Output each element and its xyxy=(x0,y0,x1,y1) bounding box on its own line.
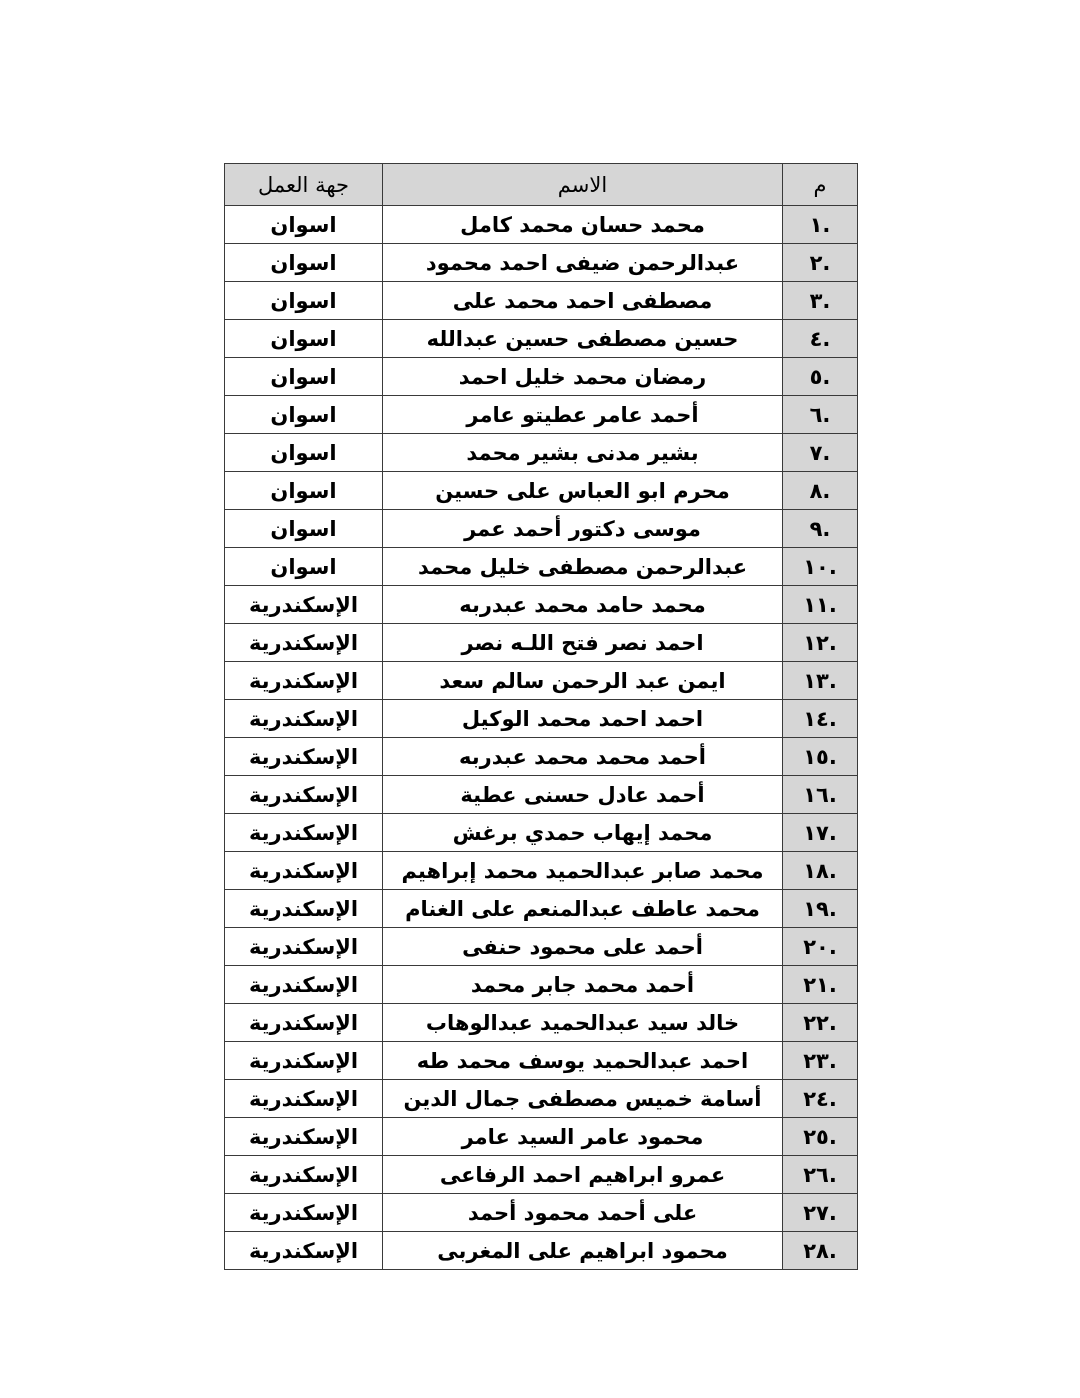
table-row xyxy=(225,206,858,244)
row-number: .١٤ xyxy=(783,700,858,738)
table-row xyxy=(225,244,858,282)
row-name: مصطفى احمد محمد على xyxy=(383,282,783,320)
row-number: .٢ xyxy=(783,244,858,282)
row-workplace: الإسكندرية xyxy=(225,1080,383,1118)
row-workplace: الإسكندرية xyxy=(225,852,383,890)
row-name: محمد عاطف عبدالمنعم على الغنام xyxy=(383,890,783,928)
table-row xyxy=(225,358,858,396)
row-number: .٥ xyxy=(783,358,858,396)
row-workplace: اسوان xyxy=(225,396,383,434)
table-row xyxy=(225,472,858,510)
row-number: .١٥ xyxy=(783,738,858,776)
row-workplace: الإسكندرية xyxy=(225,662,383,700)
table-row xyxy=(225,852,858,890)
header-name: الاسم xyxy=(383,164,783,206)
row-workplace: الإسكندرية xyxy=(225,1118,383,1156)
row-number: .٣ xyxy=(783,282,858,320)
row-number: .١٣ xyxy=(783,662,858,700)
roster-table xyxy=(224,163,858,1270)
row-number: .١٧ xyxy=(783,814,858,852)
table-row xyxy=(225,1042,858,1080)
row-number: .٢٤ xyxy=(783,1080,858,1118)
row-name: موسى دكتور أحمد عمر xyxy=(383,510,783,548)
row-number: .٩ xyxy=(783,510,858,548)
row-number: .٢٢ xyxy=(783,1004,858,1042)
table-row xyxy=(225,776,858,814)
row-workplace: الإسكندرية xyxy=(225,928,383,966)
row-name: أحمد على محمود حنفى xyxy=(383,928,783,966)
row-number: .٧ xyxy=(783,434,858,472)
row-number: .٢١ xyxy=(783,966,858,1004)
row-name: على أحمد محمود أحمد xyxy=(383,1194,783,1232)
row-name: أحمد محمد محمد عبدربه xyxy=(383,738,783,776)
header-workplace: جهة العمل xyxy=(225,164,383,206)
row-name: محمد حسان محمد كامل xyxy=(383,206,783,244)
row-workplace: الإسكندرية xyxy=(225,1042,383,1080)
row-workplace: اسوان xyxy=(225,358,383,396)
row-name: محرم ابو العباس على حسين xyxy=(383,472,783,510)
table-row xyxy=(225,738,858,776)
row-number: .١٠ xyxy=(783,548,858,586)
table-row xyxy=(225,434,858,472)
row-name: خالد سيد عبدالحميد عبدالوهاب xyxy=(383,1004,783,1042)
row-workplace: الإسكندرية xyxy=(225,1194,383,1232)
row-workplace: اسوان xyxy=(225,472,383,510)
row-name: عبدالرحمن ضيفى احمد محمود xyxy=(383,244,783,282)
table-row xyxy=(225,1004,858,1042)
row-name: أحمد عادل حسنى عطية xyxy=(383,776,783,814)
row-name: احمد نصر فتح اللـه نصر xyxy=(383,624,783,662)
table-row xyxy=(225,1194,858,1232)
row-number: .١١ xyxy=(783,586,858,624)
header-row xyxy=(225,164,858,206)
row-workplace: اسوان xyxy=(225,244,383,282)
row-name: محمود عامر السيد عامر xyxy=(383,1118,783,1156)
table-row xyxy=(225,282,858,320)
row-workplace: الإسكندرية xyxy=(225,814,383,852)
row-name: رمضان محمد خليل احمد xyxy=(383,358,783,396)
row-workplace: الإسكندرية xyxy=(225,586,383,624)
row-workplace: الإسكندرية xyxy=(225,890,383,928)
row-number: .٢٨ xyxy=(783,1232,858,1270)
table-row xyxy=(225,1118,858,1156)
row-number: .١٨ xyxy=(783,852,858,890)
row-number: .٦ xyxy=(783,396,858,434)
row-number: .٢٧ xyxy=(783,1194,858,1232)
row-workplace: اسوان xyxy=(225,282,383,320)
row-name: أسامة خميس مصطفى جمال الدين xyxy=(383,1080,783,1118)
row-name: عبدالرحمن مصطفى خليل محمد xyxy=(383,548,783,586)
table-row xyxy=(225,1156,858,1194)
row-name: أحمد محمد جابر محمد xyxy=(383,966,783,1004)
row-number: .٢٠ xyxy=(783,928,858,966)
row-workplace: الإسكندرية xyxy=(225,776,383,814)
row-name: احمد عبدالحميد يوسف محمد طه xyxy=(383,1042,783,1080)
row-number: .١ xyxy=(783,206,858,244)
row-workplace: الإسكندرية xyxy=(225,700,383,738)
table-row xyxy=(225,814,858,852)
table-body xyxy=(225,206,858,1270)
row-workplace: الإسكندرية xyxy=(225,1156,383,1194)
table-row xyxy=(225,928,858,966)
row-name: محمد إيهاب حمدي برغش xyxy=(383,814,783,852)
row-number: .٤ xyxy=(783,320,858,358)
row-name: محمد حامد محمد عبدربه xyxy=(383,586,783,624)
row-workplace: الإسكندرية xyxy=(225,624,383,662)
row-workplace: الإسكندرية xyxy=(225,1232,383,1270)
row-number: .٢٣ xyxy=(783,1042,858,1080)
row-workplace: اسوان xyxy=(225,320,383,358)
table-row xyxy=(225,700,858,738)
row-name: أحمد عامر عطيتو عامر xyxy=(383,396,783,434)
table-row xyxy=(225,548,858,586)
row-workplace: اسوان xyxy=(225,206,383,244)
row-workplace: الإسكندرية xyxy=(225,738,383,776)
row-number: .٢٦ xyxy=(783,1156,858,1194)
row-number: .٢٥ xyxy=(783,1118,858,1156)
row-number: .١٢ xyxy=(783,624,858,662)
row-name: محمود ابراهيم على المغربى xyxy=(383,1232,783,1270)
row-workplace: الإسكندرية xyxy=(225,966,383,1004)
row-number: .١٦ xyxy=(783,776,858,814)
table-row xyxy=(225,624,858,662)
row-workplace: اسوان xyxy=(225,434,383,472)
table-row xyxy=(225,1080,858,1118)
table-row xyxy=(225,890,858,928)
row-workplace: اسوان xyxy=(225,548,383,586)
row-name: بشير مدنى بشير محمد xyxy=(383,434,783,472)
row-workplace: اسوان xyxy=(225,510,383,548)
table-header xyxy=(225,164,858,206)
table-row xyxy=(225,510,858,548)
row-name: حسين مصطفى حسين عبدالله xyxy=(383,320,783,358)
row-name: ايمن عبد الرحمن سالم سعد xyxy=(383,662,783,700)
table-row xyxy=(225,662,858,700)
row-name: احمد احمد محمد الوكيل xyxy=(383,700,783,738)
table-row xyxy=(225,396,858,434)
row-name: عمرو ابراهيم احمد الرفاعى xyxy=(383,1156,783,1194)
row-workplace: الإسكندرية xyxy=(225,1004,383,1042)
table-row xyxy=(225,320,858,358)
table-row xyxy=(225,966,858,1004)
row-name: محمد صابر عبدالحميد محمد إبراهيم xyxy=(383,852,783,890)
table-row xyxy=(225,586,858,624)
header-num: م xyxy=(783,164,858,206)
row-number: .١٩ xyxy=(783,890,858,928)
table-row xyxy=(225,1232,858,1270)
row-number: .٨ xyxy=(783,472,858,510)
